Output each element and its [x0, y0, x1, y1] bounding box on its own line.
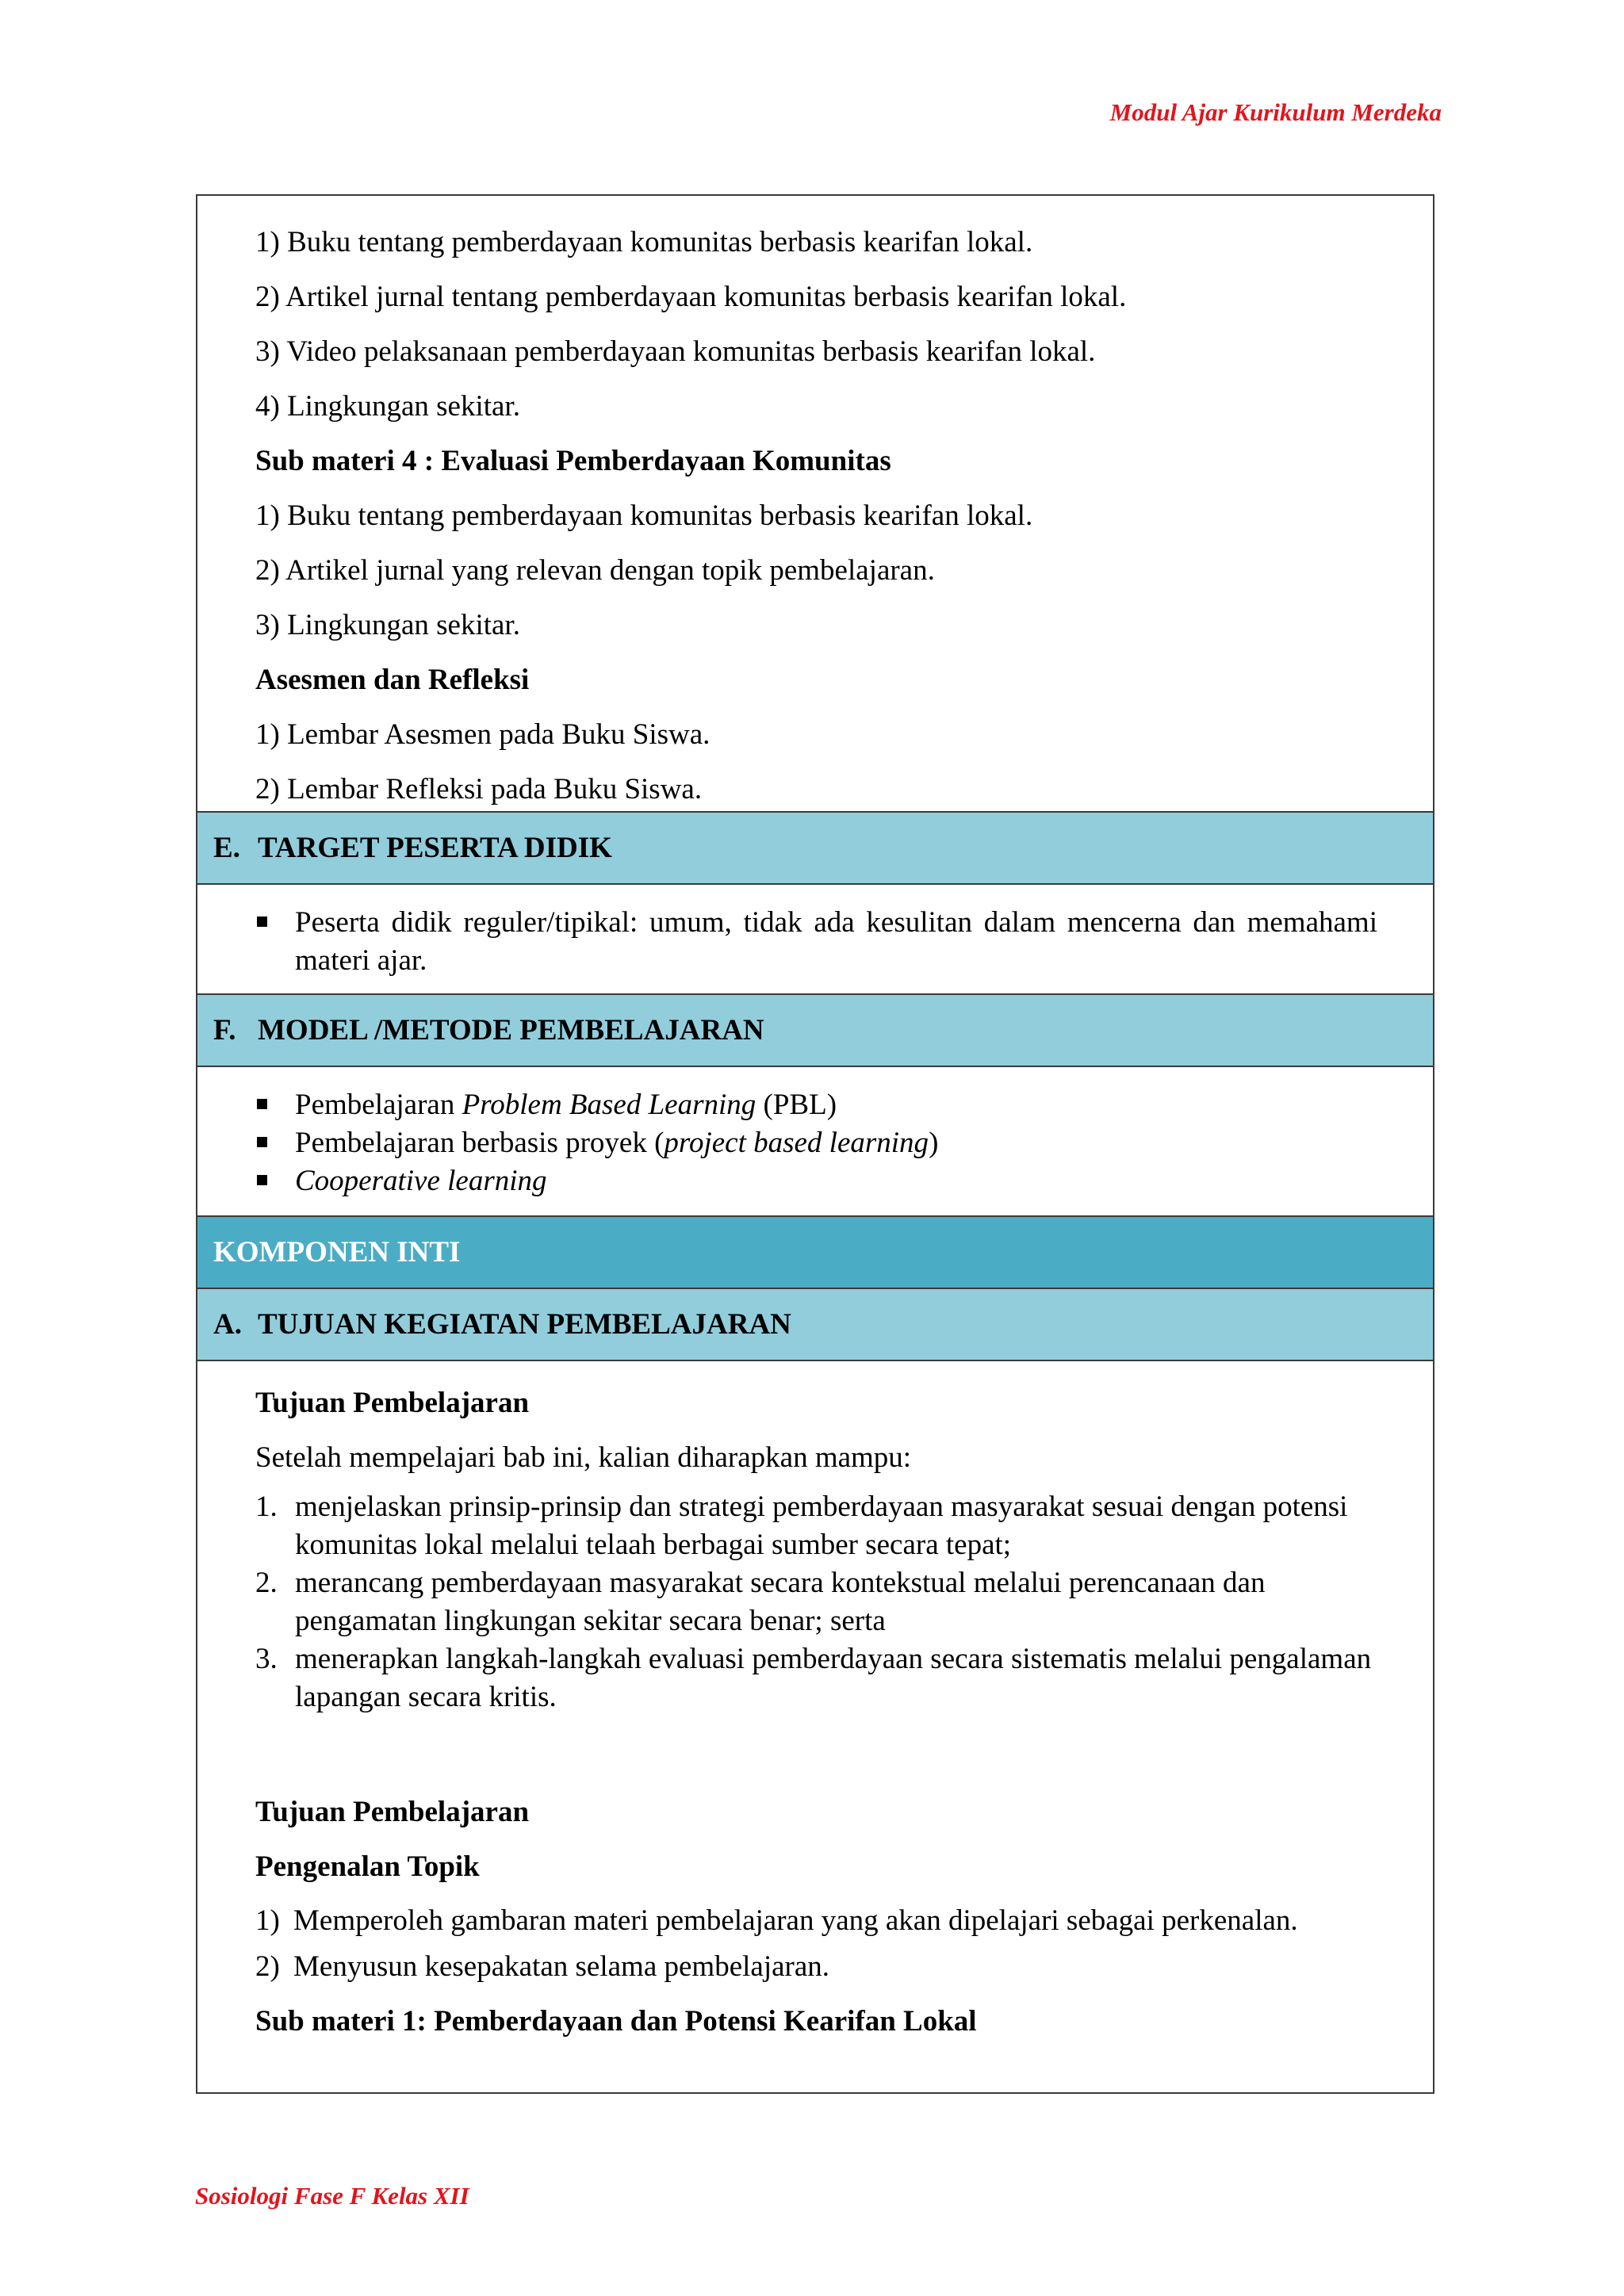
tujuan-heading: Tujuan Pembelajaran [255, 1796, 530, 1828]
list-item: Pembelajaran Problem Based Learning (PBL) [255, 1086, 1377, 1124]
resource-item: 1) Buku tentang pemberdayaan komunitas berbasis kearifan lokal. [255, 226, 1033, 258]
resource-item: 3) Video pelaksanaan pemberdayaan komunitas berbasis kearifan lokal. [255, 335, 1096, 368]
list-item: Cooperative learning [255, 1162, 1377, 1200]
goal-item: 2. merancang pemberdayaan masyarakat secara kontekstual melalui perencanaan dan pengamatan lingkungan sekitar secara benar; serta [255, 1567, 1266, 1637]
resource-item: 4) Lingkungan sekitar. [255, 390, 520, 423]
list-item: Peserta didik reguler/tipikal: umum, tidak ada kesulitan dalam mencerna dan memahami materi ajar. [255, 904, 1377, 980]
section-title: MODEL /METODE PEMBELAJARAN [258, 1014, 764, 1047]
section-e-header [197, 811, 1433, 883]
resource-item: 2) Artikel jurnal yang relevan dengan topik pembelajaran. [255, 554, 935, 587]
resource-item: 2) Artikel jurnal tentang pemberdayaan komunitas berbasis kearifan lokal. [255, 281, 1127, 313]
intro-text: Setelah mempelajari bab ini, kalian diharapkan mampu: [255, 1441, 912, 1474]
section-letter: A. [213, 1308, 242, 1341]
resource-item: 1) Buku tentang pemberdayaan komunitas berbasis kearifan lokal. [255, 499, 1033, 532]
section-title: TUJUAN KEGIATAN PEMBELAJARAN [258, 1308, 791, 1341]
section-a-content [197, 1360, 1433, 2092]
square-bullet-icon [257, 1137, 267, 1147]
section-title: TARGET PESERTA DIDIK [258, 832, 612, 864]
komponen-inti-header [197, 1215, 1433, 1288]
module-table [196, 194, 1434, 2094]
running-footer-title: Sosiologi Fase F Kelas XII [195, 2182, 469, 2210]
topic-item: 2) Menyusun kesepakatan selama pembelajaran. [255, 1950, 830, 1983]
goal-item: 3. menerapkan langkah-langkah evaluasi pemberdayaan secara sistematis melalui pengalaman lapangan secara kritis. [255, 1643, 1372, 1713]
sub-materi-4-heading: Sub materi 4 : Evaluasi Pemberdayaan Komunitas [255, 445, 891, 477]
sub-materi-1-heading: Sub materi 1: Pemberdayaan dan Potensi Kearifan Lokal [255, 2005, 977, 2038]
square-bullet-icon [257, 1099, 267, 1109]
section-letter: F. [213, 1014, 236, 1047]
resource-item: 1) Lembar Asesmen pada Buku Siswa. [255, 718, 710, 751]
tujuan-heading: Tujuan Pembelajaran [255, 1387, 530, 1419]
section-letter: E. [213, 832, 240, 864]
asesmen-heading: Asesmen dan Refleksi [255, 664, 530, 696]
square-bullet-icon [257, 1175, 267, 1185]
resource-item: 2) Lembar Refleksi pada Buku Siswa. [255, 773, 703, 806]
section-a-header [197, 1288, 1433, 1360]
list-item: Pembelajaran berbasis proyek (project based learning) [255, 1124, 1377, 1162]
section-f-content [197, 1066, 1433, 1215]
goal-item: 1. menjelaskan prinsip-prinsip dan strategi pemberdayaan masyarakat sesuai dengan potensi komunitas lokal melalui telaah berbagai sumber secara tepat; [255, 1490, 1348, 1561]
learning-resources-cell [197, 196, 1433, 811]
section-title: KOMPONEN INTI [213, 1236, 461, 1269]
pengenalan-topik-heading: Pengenalan Topik [255, 1850, 480, 1883]
topic-item: 1) Memperoleh gambaran materi pembelajaran yang akan dipelajari sebagai perkenalan. [255, 1904, 1298, 1937]
section-e-content [197, 883, 1433, 993]
resource-item: 3) Lingkungan sekitar. [255, 609, 520, 641]
section-f-header [197, 993, 1433, 1066]
square-bullet-icon [257, 916, 267, 927]
running-header-title: Modul Ajar Kurikulum Merdeka [1109, 98, 1442, 126]
